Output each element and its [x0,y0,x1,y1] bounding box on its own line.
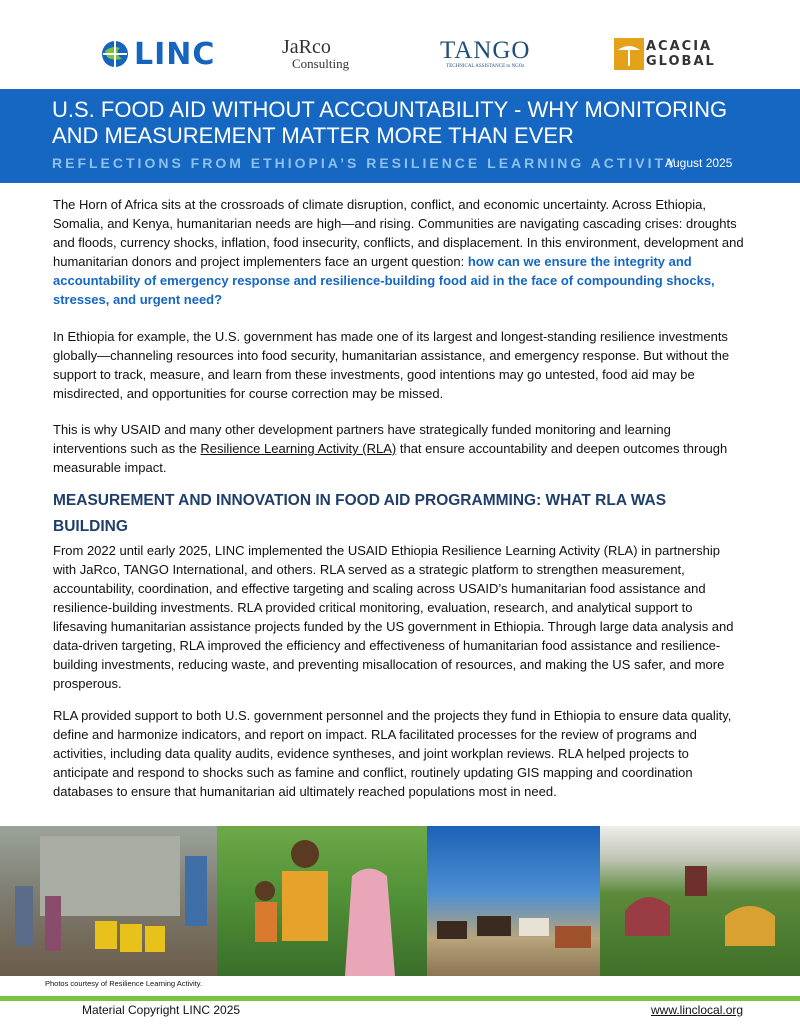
footer-copyright: Material Copyright LINC 2025 [82,1003,241,1017]
publication-date: August 2025 [665,156,733,170]
ethiopia-paragraph: In Ethiopia for example, the U.S. government has made one of its largest and longest-standing resilience investments globally—channeling resources into food security, humanitarian assistance, and emergency response. But without the support to track, measure, and learn from these investments, good intentions may go untested, food aid may be misdirected, and opportunities for course correction may be missed. [53,329,730,401]
jarco-logo [282,30,349,78]
tango-logo-subtitle: TECHNICAL ASSISTANCE to NGOs [446,63,525,69]
acacia-logo-line2: GLOBAL [646,54,716,69]
rla-overview-paragraph: From 2022 until early 2025, LINC implemented the USAID Ethiopia Resilience Learning Activity (RLA) in partnership with JaRco, TANGO International, and others. RLA served as a strategic platform to strengthen measurement, accountability, coordination, and effective targeting and scaling across USAID’s humanitarian food assistance and resilience-building investments. RLA provided critical monitoring, evaluation, research, and analytical support to lifesaving humanitarian assistance projects funded by the US government in Ethiopia. Through large data analysis and data-driven targeting, RLA improved the efficiency and effectiveness of humanitarian food assistance and resilience-building investments, reducing waste, and preventing misallocation of resources, and making the US safer, and more prosperous. [53,543,734,691]
intro-paragraph [53,195,745,309]
funding-paragraph-text-after: that ensure accountability and deepen outcomes through measurable impact. [53,441,728,475]
document-subtitle: REFLECTIONS FROM ETHIOPIA’S RESILIENCE LEARNING ACTIVITY [52,155,679,171]
rla-support-paragraph: RLA provided support to both U.S. government personnel and the projects they fund in Ethiopia to ensure data quality, define and harmonize indicators, and report on impact. RLA facilitated processes for the review of programs and activities, including data quality audits, evidence syntheses, and joint workplan reviews. RLA helped projects to anticipate and respond to shocks such as famine and conflict, routinely updating GIS mapping and coordination databases to ensure that humanitarian aid ultimately reached populations most in need. [53,708,732,799]
acacia-global-logo-text [646,39,716,69]
website-link[interactable]: www.linclocal.org [651,1003,744,1017]
intro-paragraph-text: The Horn of Africa sits at the crossroads of climate disruption, conflict, and economic uncertainty. Across Ethiopia, Somalia, and Kenya, humanitarian needs are high—and rising. Communities are navigating cascading crises: droughts and floods, currency shocks, inflation, food insecurity, conflicts, and displacement. In this environment, development and humanitarian donors and project implementers face an urgent question: [53,197,744,269]
photo-cattle [427,826,600,976]
photo-water-collection [0,826,217,976]
acacia-logo-line1: ACACIA [646,39,713,54]
key-question-highlight: how can we ensure the integrity and accountability of emergency response and resilience-building food aid in the face of compounding shocks, stresses, and urgent need? [53,254,715,307]
photo-strip [0,826,800,976]
partner-logos [0,30,800,80]
section-heading: MEASUREMENT AND INNOVATION IN FOOD AID PROGRAMMING: WHAT RLA WAS BUILDING [53,492,667,535]
tango-logo-name: TANGO [440,36,531,64]
rla-link[interactable]: Resilience Learning Activity (RLA) [200,441,397,456]
globe-icon [100,39,130,69]
tango-logo [440,30,531,78]
photo-caption: Photos courtesy of Resilience Learning Activity. [45,979,203,988]
linc-logo [100,30,215,78]
funding-paragraph [53,420,745,477]
footer-divider [0,996,800,1001]
title-banner [0,89,800,183]
linc-logo-text: LINC [134,36,216,72]
acacia-global-logo [614,30,716,78]
photo-farmer-family [217,826,427,976]
document-title: U.S. FOOD AID WITHOUT ACCOUNTABILITY - WHY MONITORING AND MEASUREMENT MATTER MORE THAN EVER [52,97,728,148]
funding-paragraph-text-before: This is why USAID and many other development partners have strategically funded monitoring and learning interventions such as the [53,422,671,456]
photo-field-workers [600,826,800,976]
jarco-logo-name: JaRco [282,36,331,58]
acacia-tree-icon [614,38,644,70]
jarco-logo-subtitle: Consulting [292,56,350,71]
